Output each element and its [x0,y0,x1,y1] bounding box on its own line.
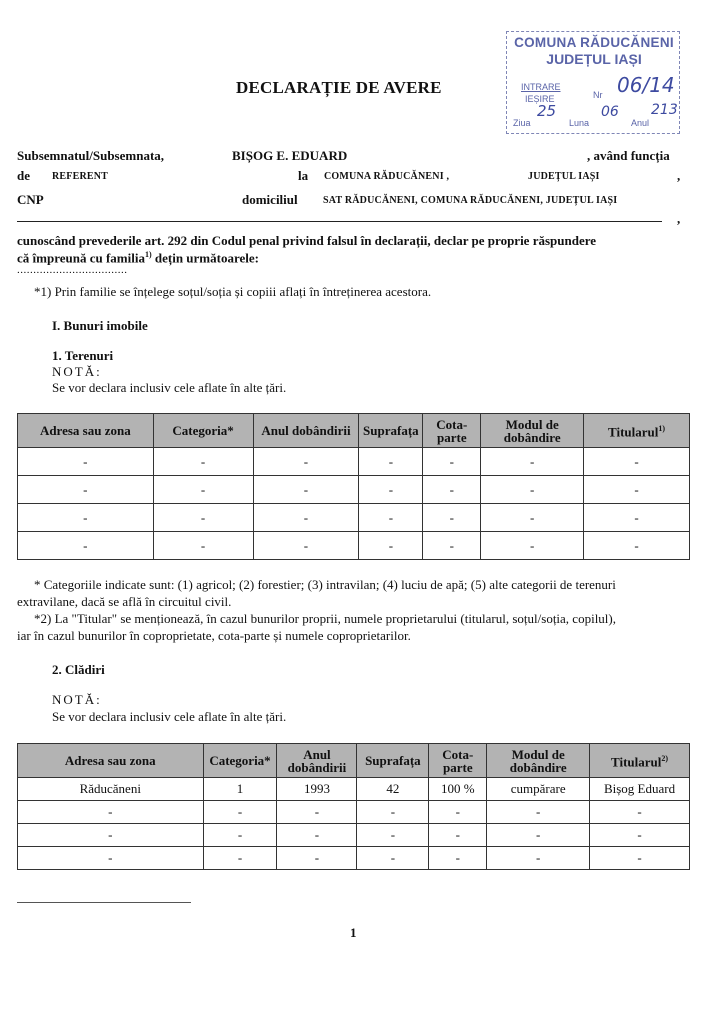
table-cell: - [359,504,423,532]
stamp-line-2: JUDEȚUL IAȘI [546,51,642,67]
col-adresa: Adresa sau zona [18,744,204,778]
col-suprafata: Suprafața [359,414,423,448]
table-cell: - [584,448,690,476]
stamp-line-1: COMUNA RĂDUCĂNENI [514,35,674,50]
table-row [18,504,690,532]
judet-value: JUDEȚUL IAȘI [528,171,600,182]
table-cell: 42 [357,778,429,801]
stamp-ziua-label: Ziua [513,118,531,128]
comma-2: , [677,211,681,226]
table-row [18,824,690,847]
col-titular-sup: 1) [658,424,666,434]
table-cell: Bișog Eduard [590,778,690,801]
table-cell: - [357,801,429,824]
table-cell: - [423,504,481,532]
nota-label-2: NOTĂ: [52,692,102,707]
table-cell: - [357,847,429,870]
table-cell: - [487,824,590,847]
col-adresa: Adresa sau zona [18,414,154,448]
table-cell: - [277,801,357,824]
stamp-nr-value: 06/14 [617,73,675,97]
intro-line-2-b: dețin următoarele: [151,250,259,266]
institutie-value: COMUNA RĂDUCĂNENI , [324,171,450,182]
col-titular-sup: 2) [661,754,669,764]
table-cell: - [429,824,487,847]
table-cell: - [18,504,154,532]
table-cell: - [429,847,487,870]
functia-value: REFERENT [52,171,109,182]
col-cota: Cota-parte [429,744,487,778]
table-cell: - [153,532,253,560]
table-cell: - [584,476,690,504]
table-cell: - [590,824,690,847]
table-cell: - [487,847,590,870]
table-row [18,476,690,504]
table-cell: - [481,532,584,560]
table-cell: - [253,532,359,560]
table-cell: - [423,448,481,476]
table-row [18,847,690,870]
table-cell: - [359,476,423,504]
section-1-heading: I. Bunuri imobile [52,318,148,333]
table-cell: - [18,476,154,504]
table-cell: - [481,448,584,476]
table-cell: - [18,824,204,847]
stamp-iesire: IEȘIRE [525,94,555,104]
table-cell: - [359,448,423,476]
header-rule [17,221,662,222]
col-cota: Cota-parte [423,414,481,448]
subsection-cladiri: 2. Clădiri [52,662,105,677]
table-cell: - [18,847,204,870]
categorii-note-2: extravilane, dacă se află în circuitul civil. [17,594,232,609]
stamp-anul-value: 213 [651,102,678,118]
intro-line-2-a: că împreună cu familia [17,250,145,266]
nota-text-2: Se vor declara inclusiv cele aflate în alte țări. [52,709,287,724]
stamp-luna-value: 06 [601,104,619,120]
registration-stamp [506,31,680,134]
table-cell: cumpărare [487,778,590,801]
table-cell: 1993 [277,778,357,801]
table-cell: - [253,504,359,532]
stamp-luna-label: Luna [569,118,590,128]
avand-functia: , având funcția [587,148,670,163]
table-cell: - [590,847,690,870]
table-cell: - [584,532,690,560]
table-cell: - [487,801,590,824]
table-cell: - [253,476,359,504]
table-cell: - [153,448,253,476]
table-cell: - [153,476,253,504]
col-categoria: Categoria* [153,414,253,448]
subsemnatul-label: Subsemnatul/Subsemnata, [17,148,165,163]
stamp-intrare: INTRARE [521,82,561,92]
table-cell: - [357,824,429,847]
col-modul: Modul de dobândire [481,414,584,448]
table-cell: - [203,801,277,824]
col-anul: Anul dobândirii [277,744,357,778]
page-title: DECLARAȚIE DE AVERE [236,78,442,97]
subsection-terenuri: 1. Terenuri [52,348,114,363]
col-titular [584,414,690,448]
cnp-label: CNP [17,192,44,207]
table-cell: Răducăneni [18,778,204,801]
table-cell: - [584,504,690,532]
table-cell: - [277,824,357,847]
table-cell: - [253,448,359,476]
page-number: 1 [350,925,357,940]
col-suprafata: Suprafața [357,744,429,778]
table-cell: 100 % [429,778,487,801]
table-row [18,532,690,560]
table-cell: - [481,476,584,504]
domiciliul-label: domiciliul [242,192,298,207]
table-cell: - [423,476,481,504]
stamp-ziua-value: 25 [537,102,557,120]
categorii-note-1: * Categoriile indicate sunt: (1) agricol; (2) forestier; (3) intravilan; (4) luciu de apă; (5) alte categorii de terenuri [34,577,616,592]
declarant-name: BIȘOG E. EDUARD [232,148,348,163]
footnote-rule [17,902,191,903]
table-row [18,801,690,824]
table-cell: - [18,532,154,560]
nota-label-1: NOTĂ: [52,364,102,379]
col-anul: Anul dobândirii [253,414,359,448]
table-cell: - [18,448,154,476]
table-cell: - [423,532,481,560]
table-row [18,778,690,801]
domiciliul-value: SAT RĂDUCĂNENI, COMUNA RĂDUCĂNENI, JUDEȚUL IAȘI [323,195,618,206]
table-cell: - [429,801,487,824]
cladiri-table [17,743,690,870]
la-label: la [298,168,309,183]
table-cell: - [153,504,253,532]
intro-superscript: 1) [144,250,152,259]
table-cell: - [359,532,423,560]
table-row [18,448,690,476]
table-cell: - [203,847,277,870]
intro-line-1: cunoscând prevederile art. 292 din Codul penal privind falsul în declarații, declar pe proprie răspundere [17,233,597,248]
family-footnote: *1) Prin familie se înțelege soțul/soția și copiii aflați în întreținerea acestora. [34,284,432,299]
col-titular [590,744,690,778]
col-titular-label: Titularul [611,754,662,770]
table-cell: - [203,824,277,847]
table-cell: 1 [203,778,277,801]
dotted-line: .................................. [17,264,128,276]
terenuri-table [17,413,690,560]
titular-note-2: iar în cazul bunurilor în coproprietate, cota-parte și numele coproprietarilor. [17,628,411,643]
titular-note-1: *2) La "Titular" se menționează, în cazul bunurilor proprii, numele proprietarului (titularul, soțul/soția, copilul), [34,611,616,626]
nota-text-1: Se vor declara inclusiv cele aflate în alte țări. [52,380,287,395]
table-cell: - [277,847,357,870]
table-cell: - [481,504,584,532]
stamp-anul-label: Anul [631,118,650,128]
table-cell: - [590,801,690,824]
de-label: de [17,168,30,183]
table-cell: - [18,801,204,824]
col-categoria: Categoria* [203,744,277,778]
col-titular-label: Titularul [608,424,659,440]
comma-1: , [677,168,681,183]
stamp-nr-label: Nr [593,90,603,100]
col-modul: Modul de dobândire [487,744,590,778]
